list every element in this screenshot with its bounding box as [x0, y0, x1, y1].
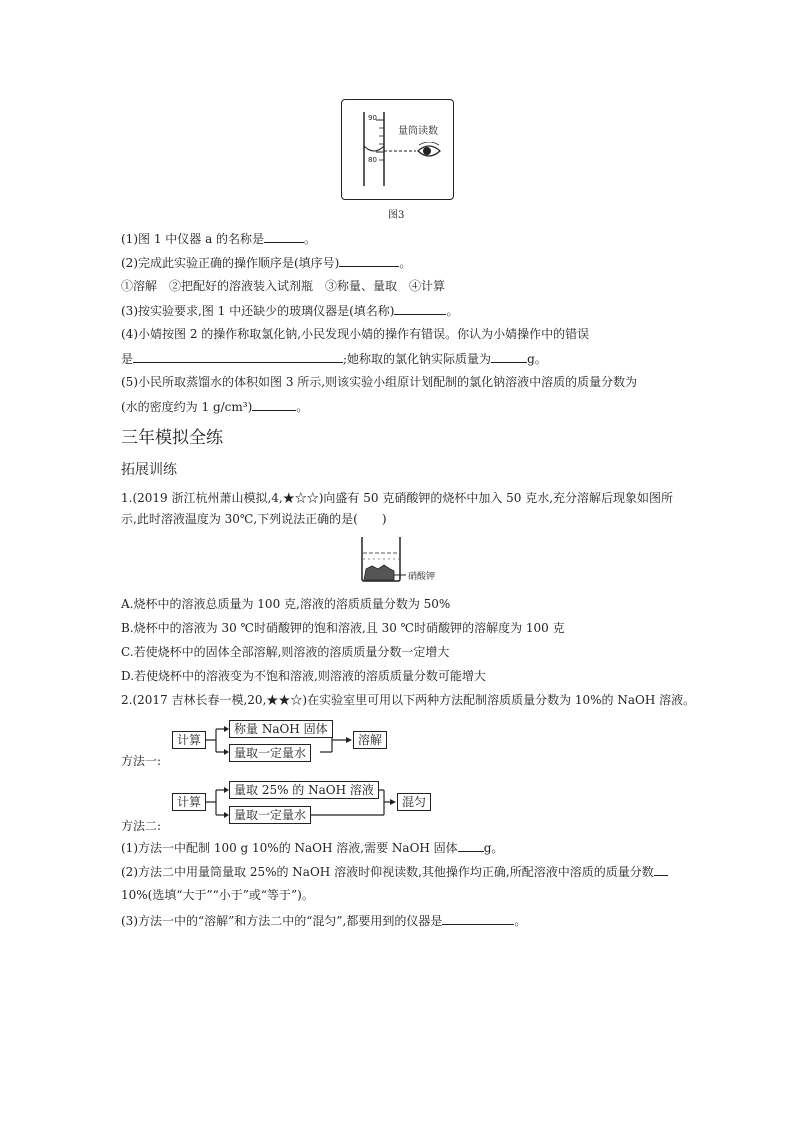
beaker-figure [358, 535, 448, 585]
answer-blank[interactable] [442, 912, 514, 925]
figure-3-label: 量筒读数 [398, 126, 438, 137]
beaker-label: 硝酸钾 [408, 572, 436, 582]
question-1: (1)图 1 中仪器 a 的名称是 。 [121, 232, 317, 246]
problem-2-line-1: 2.(2017 吉林长春一模,20,★★☆)在实验室里可用以下两种方法配制溶质质量分数为 10%的 NaOH 溶液。 [121, 693, 696, 707]
option-c[interactable]: C.若使烧杯中的固体全部溶解,则溶液的溶质质量分数一定增大 [121, 645, 450, 659]
answer-blank[interactable] [394, 302, 446, 315]
problem-2-question-2-line-2: 10%(选填“大于”“小于”或“等于”)。 [121, 888, 314, 902]
option-a[interactable]: A.烧杯中的溶液总质量为 100 克,溶液的溶质质量分数为 50% [121, 597, 451, 611]
question-2-options: ①溶解 ②把配好的溶液装入试剂瓶 ③称量、量取 ④计算 [121, 279, 446, 293]
problem-2-question-2-line-1: (2)方法二中用量筒量取 25%的 NaOH 溶液时仰视读数,其他操作均正确,所配溶液中溶质的质量分数 [121, 863, 668, 880]
answer-blank[interactable] [264, 230, 304, 243]
answer-blank[interactable] [252, 398, 296, 411]
figure-3-caption: 图3 [388, 210, 405, 221]
answer-blank[interactable] [133, 350, 343, 363]
question-3: (3)按实验要求,图 1 中还缺少的玻璃仪器是(填名称) 。 [121, 304, 459, 318]
method-1-weigh-box: 称量 NaOH 固体 [229, 720, 333, 738]
method-2-label: 方法二: [121, 819, 162, 833]
question-5-line-2: (水的密度约为 1 g/cm³) 。 [121, 400, 309, 414]
question-2: (2)完成此实验正确的操作顺序是(填序号) 。 [121, 256, 412, 270]
method-2-mix-box: 混匀 [397, 793, 431, 811]
problem-1-line-1: 1.(2019 浙江杭州萧山模拟,4,★☆☆)向盛有 50 克硝酸钾的烧杯中加入 50 克水,充分溶解后现象如图所 [121, 491, 674, 505]
option-d[interactable]: D.若使烧杯中的溶液变为不饱和溶液,则溶液的溶质质量分数可能增大 [121, 669, 486, 683]
figure-3 [341, 99, 454, 200]
problem-1-line-2: 示,此时溶液温度为 30℃,下列说法正确的是( ) [121, 512, 387, 526]
option-b[interactable]: B.烧杯中的溶液为 30 ℃时硝酸钾的饱和溶液,且 30 ℃时硝酸钾的溶解度为 100 克 [121, 621, 565, 635]
answer-blank[interactable] [458, 839, 484, 852]
problem-2-question-3: (3)方法一中的“溶解”和方法二中的“混匀”,都要用到的仪器是 。 [121, 914, 527, 928]
method-2-solution-box: 量取 25% 的 NaOH 溶液 [229, 781, 379, 799]
question-5-line-1: (5)小民所取蒸馏水的体积如图 3 所示,则该实验小组原计划配制的氯化钠溶液中溶质的质量分数为 [121, 375, 638, 389]
answer-blank[interactable] [339, 254, 399, 267]
method-1-calc-box: 计算 [172, 731, 206, 749]
section-title: 三年模拟全练 [121, 428, 223, 448]
tick-label-80: 80 [368, 156, 377, 164]
question-4-line-1: (4)小婧按图 2 的操作称取氯化钠,小民发现小婧的操作有错误。你认为小婧操作中的错误 [121, 327, 590, 341]
method-2-calc-box: 计算 [172, 793, 206, 811]
subsection-title: 拓展训练 [121, 462, 177, 478]
problem-2-question-1: (1)方法一中配制 100 g 10%的 NaOH 溶液,需要 NaOH 固体 g。 [121, 841, 504, 855]
method-2-water-box: 量取一定量水 [229, 806, 311, 824]
method-1-water-box: 量取一定量水 [229, 744, 311, 762]
tick-label-90: 90 [368, 114, 377, 122]
question-4-line-2: 是 ;她称取的氯化钠实际质量为 g。 [121, 352, 547, 366]
method-1-label: 方法一: [121, 754, 162, 768]
method-1-dissolve-box: 溶解 [353, 731, 387, 749]
answer-blank[interactable] [654, 863, 668, 876]
answer-blank[interactable] [491, 350, 527, 363]
eye-icon [416, 142, 442, 160]
